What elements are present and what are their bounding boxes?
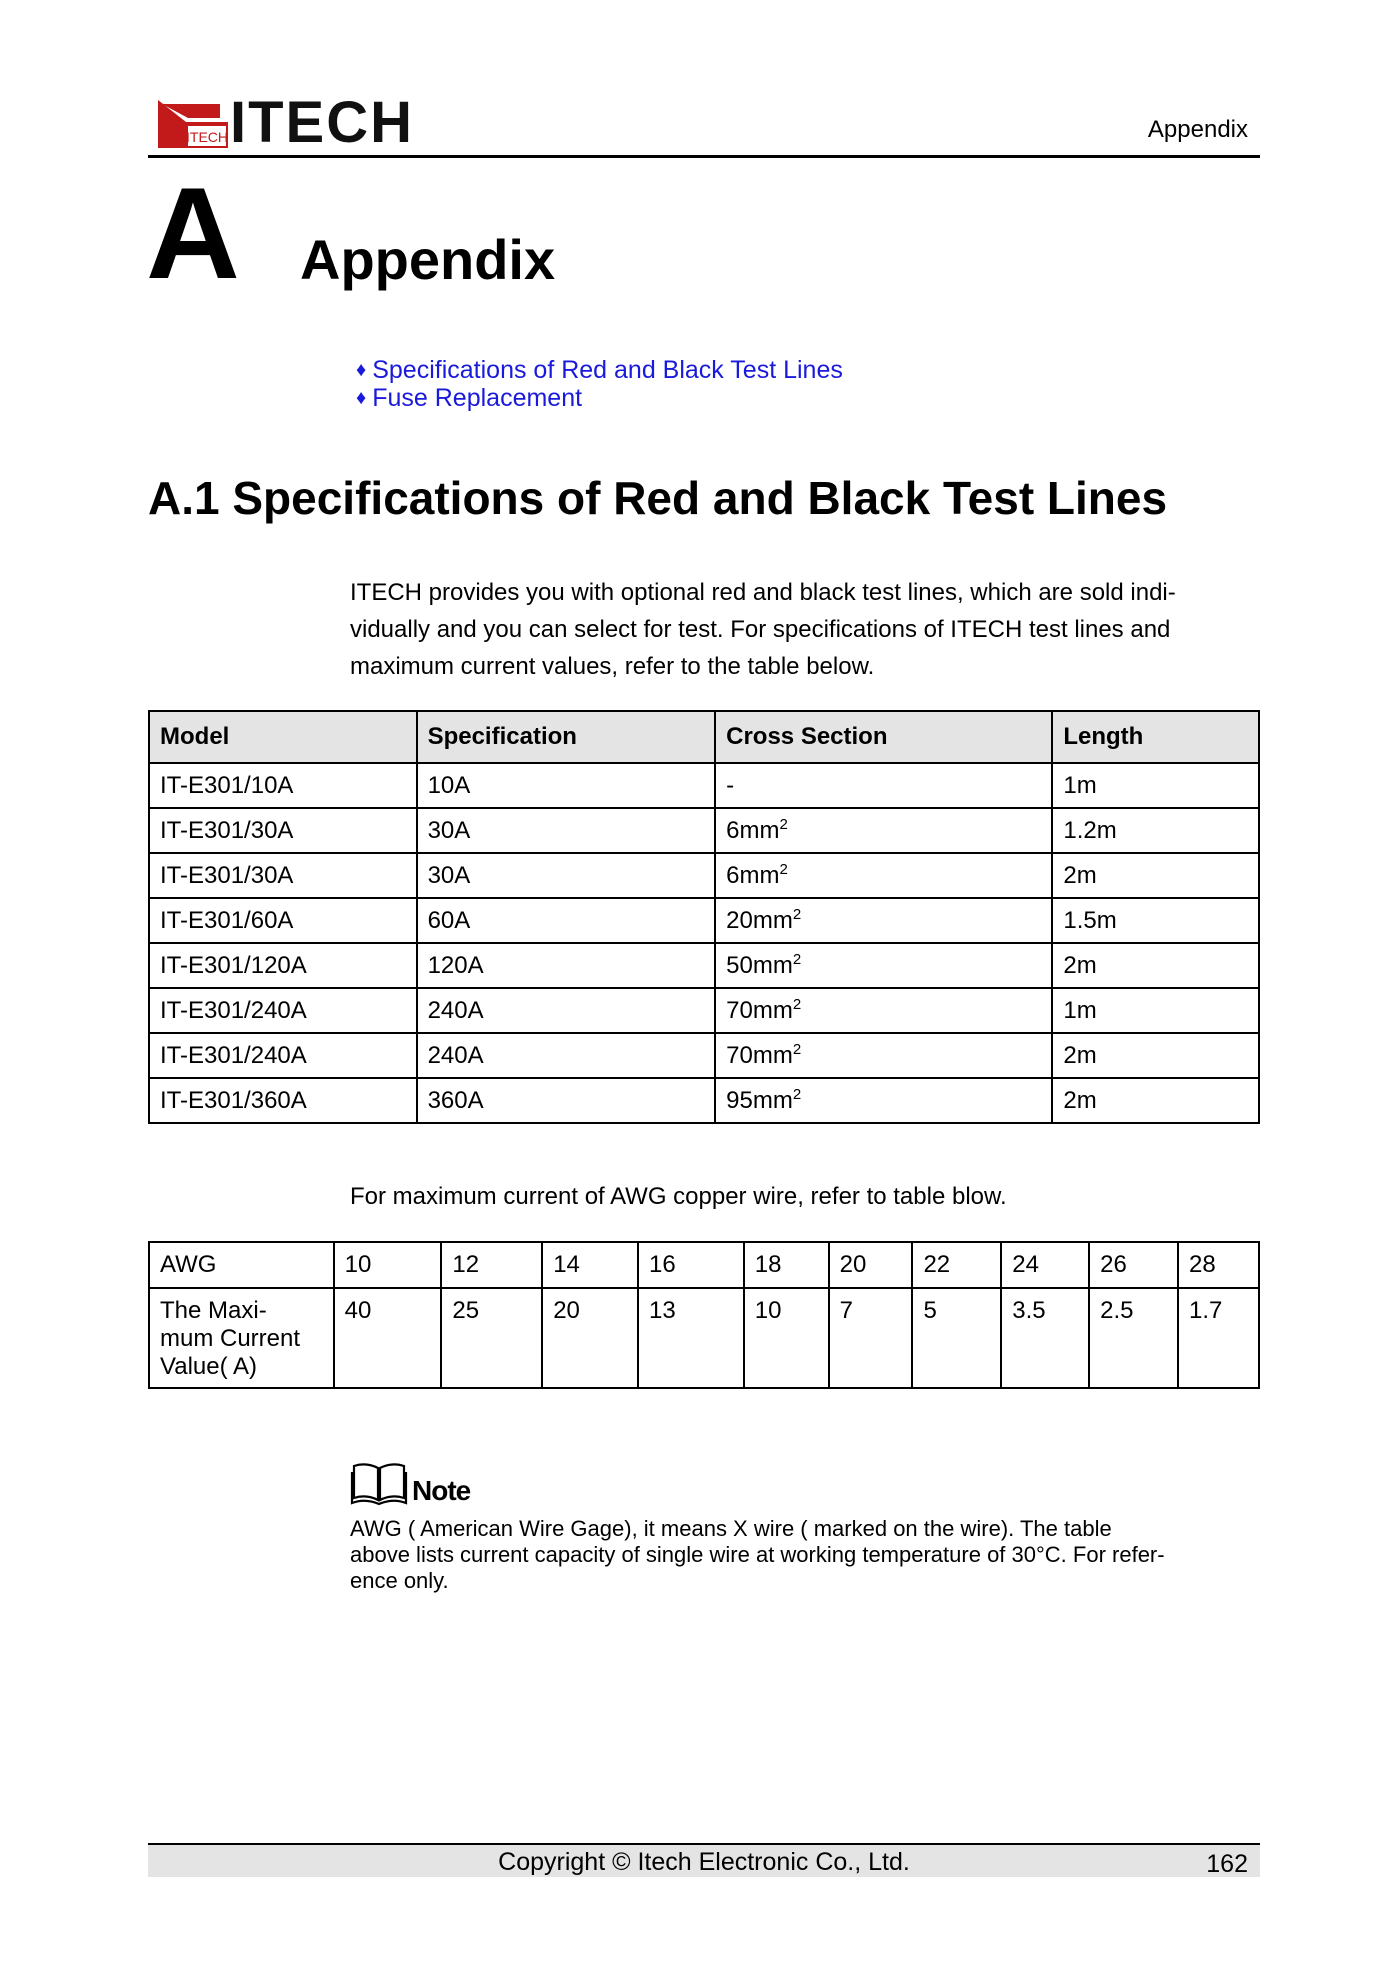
max-current-cell: 3.5 — [1001, 1288, 1089, 1388]
max-current-cell: 7 — [829, 1288, 913, 1388]
diamond-bullet-icon: ♦ — [356, 359, 367, 381]
length-cell: 1m — [1052, 988, 1259, 1033]
section-heading: A.1 Specifications of Red and Black Test Lines — [148, 472, 1168, 524]
page-header — [148, 92, 1260, 158]
max-current-cell: 40 — [334, 1288, 442, 1388]
itech-logo — [158, 90, 414, 155]
logo-wordmark: ITECH — [230, 90, 414, 155]
table-row — [149, 943, 1259, 988]
spec-cell: 30A — [417, 808, 716, 853]
note-text — [350, 1516, 1230, 1594]
note-line: above lists current capacity of single wire at working temperature of 30°C. For refer- — [350, 1542, 1165, 1567]
max-current-cell: 20 — [542, 1288, 638, 1388]
spec-cell: 30A — [417, 853, 716, 898]
label-line: mum Current — [160, 1325, 301, 1352]
cross-section-cell — [715, 763, 1052, 808]
awg-current-table — [148, 1241, 1260, 1389]
length-cell: 1.2m — [1052, 808, 1259, 853]
max-current-cell: 5 — [912, 1288, 1001, 1388]
cross-section-value: 70mm — [726, 997, 793, 1024]
table-row — [149, 898, 1259, 943]
cross-section-cell — [715, 1078, 1052, 1123]
length-cell: 1.5m — [1052, 898, 1259, 943]
max-current-cell: 25 — [441, 1288, 542, 1388]
logo-mark-text: ITECH — [186, 129, 228, 145]
max-current-cell: 10 — [744, 1288, 829, 1388]
intro-line: vidually and you can select for test. For specifications of ITECH test lines and — [350, 616, 1171, 643]
column-header-specification: Specification — [417, 711, 716, 763]
awg-gauge-cell: 28 — [1178, 1242, 1259, 1288]
model-cell: IT-E301/360A — [149, 1078, 417, 1123]
superscript: 2 — [792, 906, 802, 923]
table-row — [149, 853, 1259, 898]
test-lines-table — [148, 710, 1260, 1124]
spec-cell: 10A — [417, 763, 716, 808]
intro-line: ITECH provides you with optional red and black test lines, which are sold indi- — [350, 579, 1176, 606]
note-header — [350, 1460, 470, 1506]
toc-link-label: Fuse Replacement — [372, 384, 583, 412]
awg-gauge-cell: 26 — [1089, 1242, 1178, 1288]
length-cell: 1m — [1052, 763, 1259, 808]
cross-section-cell — [715, 1033, 1052, 1078]
awg-gauge-cell: 10 — [334, 1242, 442, 1288]
chapter-title: Appendix — [300, 228, 556, 291]
column-header-model: Model — [149, 711, 417, 763]
awg-row-label: AWG — [149, 1242, 334, 1288]
toc-link-test-lines[interactable] — [356, 356, 843, 384]
toc-link-fuse-replacement[interactable] — [356, 384, 843, 412]
spec-cell: 60A — [417, 898, 716, 943]
length-cell: 2m — [1052, 1033, 1259, 1078]
model-cell: IT-E301/120A — [149, 943, 417, 988]
label-line: The Maxi- — [160, 1297, 267, 1324]
model-cell: IT-E301/10A — [149, 763, 417, 808]
section-intro — [350, 574, 1240, 685]
table-row — [149, 1078, 1259, 1123]
cross-section-value: 6mm — [726, 862, 780, 889]
max-current-cell: 2.5 — [1089, 1288, 1178, 1388]
column-header-cross-section: Cross Section — [715, 711, 1052, 763]
cross-section-cell — [715, 808, 1052, 853]
max-current-row — [149, 1288, 1259, 1388]
cross-section-value: 50mm — [726, 952, 793, 979]
header-section-label: Appendix — [1147, 116, 1248, 143]
spec-cell: 360A — [417, 1078, 716, 1123]
spec-cell: 240A — [417, 988, 716, 1033]
spec-cell: 240A — [417, 1033, 716, 1078]
model-cell: IT-E301/30A — [149, 808, 417, 853]
cross-section-cell — [715, 943, 1052, 988]
cross-section-cell — [715, 853, 1052, 898]
cross-section-value: 6mm — [726, 817, 780, 844]
superscript: 2 — [792, 1086, 802, 1103]
footer-copyright: Copyright © Itech Electronic Co., Ltd. — [498, 1848, 910, 1876]
max-current-cell: 13 — [638, 1288, 744, 1388]
awg-row — [149, 1242, 1259, 1288]
model-cell: IT-E301/60A — [149, 898, 417, 943]
length-cell: 2m — [1052, 1078, 1259, 1123]
awg-gauge-cell: 12 — [441, 1242, 542, 1288]
table-row — [149, 1033, 1259, 1078]
note-label: Note — [412, 1475, 471, 1506]
model-cell: IT-E301/240A — [149, 988, 417, 1033]
length-cell: 2m — [1052, 943, 1259, 988]
open-book-icon — [350, 1460, 408, 1506]
note-line: AWG ( American Wire Gage), it means X wire ( marked on the wire). The table — [350, 1516, 1112, 1541]
model-cell: IT-E301/30A — [149, 853, 417, 898]
cross-section-value: - — [726, 772, 735, 799]
diamond-bullet-icon: ♦ — [356, 387, 367, 409]
awg-gauge-cell: 24 — [1001, 1242, 1089, 1288]
model-cell: IT-E301/240A — [149, 1033, 417, 1078]
cross-section-value: 70mm — [726, 1042, 793, 1069]
column-header-length: Length — [1052, 711, 1259, 763]
intro-line: maximum current values, refer to the table below. — [350, 653, 875, 680]
max-current-cell: 1.7 — [1178, 1288, 1259, 1388]
superscript: 2 — [792, 1041, 802, 1058]
page-footer — [148, 1843, 1260, 1877]
awg-gauge-cell: 16 — [638, 1242, 744, 1288]
note-line: ence only. — [350, 1568, 449, 1593]
spec-cell: 120A — [417, 943, 716, 988]
awg-gauge-cell: 22 — [912, 1242, 1001, 1288]
awg-gauge-cell: 14 — [542, 1242, 638, 1288]
awg-gauge-cell: 20 — [829, 1242, 913, 1288]
awg-intro: For maximum current of AWG copper wire, refer to table blow. — [350, 1183, 1007, 1210]
table-header-row — [149, 711, 1259, 763]
toc-link-label: Specifications of Red and Black Test Lines — [372, 356, 843, 384]
awg-gauge-cell: 18 — [744, 1242, 829, 1288]
label-line: Value( A) — [160, 1353, 257, 1380]
superscript: 2 — [792, 951, 802, 968]
max-current-row-label — [149, 1288, 334, 1388]
table-row — [149, 808, 1259, 853]
cross-section-cell — [715, 898, 1052, 943]
itech-logo-mark-icon — [158, 100, 228, 148]
superscript: 2 — [779, 816, 788, 833]
superscript: 2 — [779, 861, 788, 878]
cross-section-value: 95mm — [726, 1087, 793, 1114]
chapter-toc — [356, 356, 843, 412]
chapter-letter: A — [146, 160, 240, 306]
superscript: 2 — [792, 996, 802, 1013]
table-row — [149, 988, 1259, 1033]
table-row — [149, 763, 1259, 808]
cross-section-value: 20mm — [726, 907, 793, 934]
page-number: 162 — [1206, 1850, 1248, 1878]
cross-section-cell — [715, 988, 1052, 1033]
length-cell: 2m — [1052, 853, 1259, 898]
